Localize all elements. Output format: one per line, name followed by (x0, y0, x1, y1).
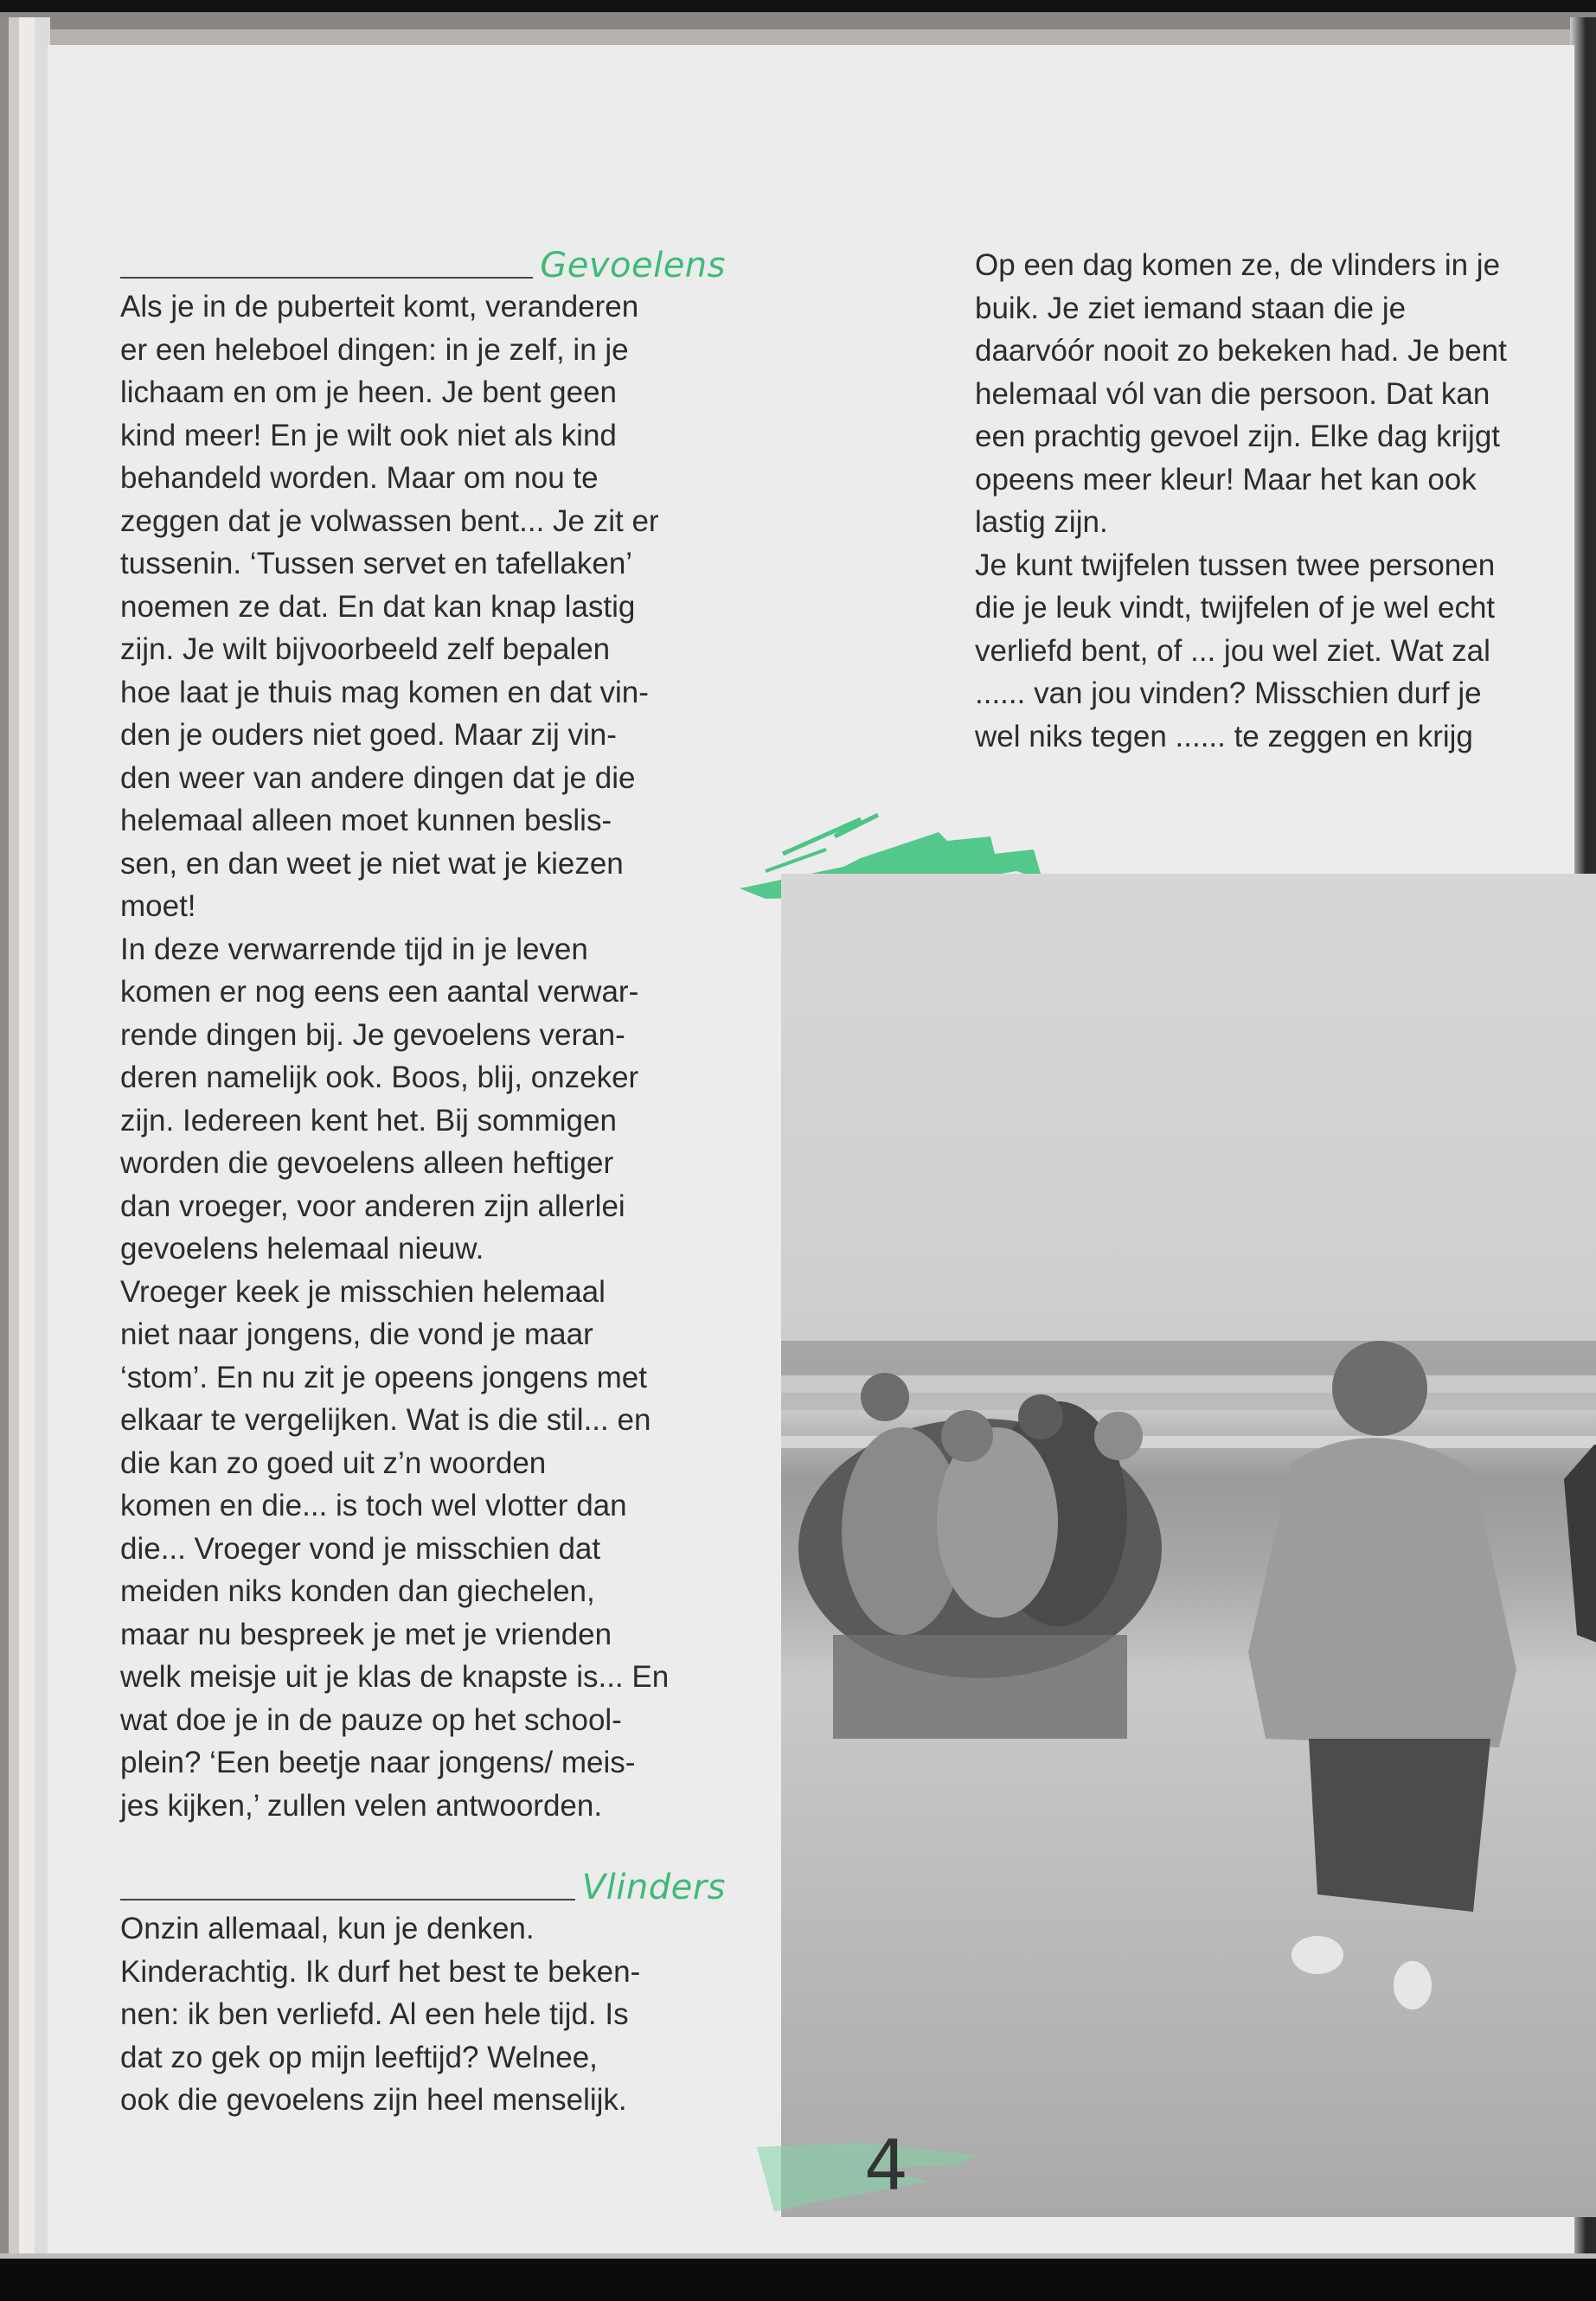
text-line: worden die gevoelens alleen heftiger (120, 1146, 614, 1180)
section-heading-vlinders (120, 1866, 726, 1907)
text-line: helemaal alleen moet kunnen beslis- (120, 804, 612, 837)
text-line: den je ouders niet goed. Maar zij vin- (120, 718, 617, 752)
text-line: noemen ze dat. En dat kan knap lastig (120, 589, 636, 624)
text-line: plein? ‘Een beetje naar jongens/ meis- (120, 1746, 636, 1779)
text-line: Op een dag komen ze, de vlinders in je (975, 248, 1501, 282)
heading-rule (120, 1899, 575, 1900)
heading-text: Vlinders (581, 1868, 726, 1907)
text-line: sen, en dan weet je niet wat je kiezen (120, 846, 624, 881)
text-line: die kan zo goed uit z’n woorden (120, 1445, 547, 1480)
heading-text: Gevoelens (540, 246, 726, 285)
text-line: zijn. Iedereen kent het. Bij sommigen (120, 1103, 617, 1138)
text-line: tussenin. ‘Tussen servet en tafellaken’ (120, 547, 633, 580)
gevoelens-paragraph (120, 285, 726, 1827)
left-column (120, 244, 726, 2122)
right-column (975, 244, 1596, 758)
text-line: ook die gevoelens zijn heel menselijk. (120, 2083, 627, 2117)
text-line: den weer van andere dingen dat je die (120, 760, 636, 795)
text-line: wat doe je in de pauze op het school- (120, 1702, 622, 1737)
text-line: komen en die... is toch wel vlotter dan (120, 1489, 627, 1522)
text-line: welk meisje uit je klas de knapste is... En (120, 1660, 670, 1694)
text-line: daarvóór nooit zo bekeken had. Je bent (975, 334, 1507, 368)
text-line: gevoelens helemaal nieuw. (120, 1232, 484, 1266)
text-line: zeggen dat je volwassen bent... Je zit er (120, 503, 659, 538)
text-line: Onzin allemaal, kun je denken. (120, 1912, 535, 1945)
page-number: 4 (864, 2125, 908, 2206)
text-line: komen er nog eens een aantal verwar- (120, 975, 639, 1009)
text-line: hoe laat je thuis mag komen en dat vin- (120, 675, 649, 709)
text-line: Kinderachtig. Ik durf het best te beken- (120, 1954, 641, 1989)
beach-photo-image (781, 874, 1596, 2217)
text-line: Je kunt twijfelen tussen twee personen (975, 548, 1496, 582)
text-line: opeens meer kleur! Maar het kan ook (975, 462, 1477, 497)
text-line: maar nu bespreek je met je vrienden (120, 1617, 612, 1651)
scan-bottom-edge (0, 2253, 1596, 2301)
text-line: die... Vroeger vond je misschien dat (120, 1531, 601, 1566)
text-line: niet naar jongens, die vond je maar (120, 1317, 593, 1351)
text-line: Als je in de puberteit komt, veranderen (120, 290, 639, 324)
text-line: zijn. Je wilt bijvoorbeeld zelf bepalen (120, 632, 611, 666)
text-line: helemaal vól van die persoon. Dat kan (975, 376, 1490, 411)
section-heading-gevoelens (120, 244, 726, 285)
text-line: een prachtig gevoel zijn. Elke dag krijgt (975, 420, 1501, 453)
text-line: ...... van jou vinden? Misschien durf je (975, 676, 1482, 710)
text-line: die je leuk vindt, twijfelen of je wel echt (975, 591, 1496, 625)
text-line: elkaar te vergelijken. Wat is die stil... en (120, 1403, 651, 1437)
text-line: jes kijken,’ zullen velen antwoorden. (120, 1788, 603, 1823)
text-line: moet! (120, 889, 196, 923)
right-column-paragraph (975, 244, 1596, 758)
text-line: rende dingen bij. Je gevoelens veran- (120, 1017, 625, 1052)
text-line: ‘stom’. En nu zit je opeens jongens met (120, 1360, 647, 1394)
text-line: wel niks tegen ...... te zeggen en krijg (975, 719, 1473, 753)
text-line: dat zo gek op mijn leeftijd? Welnee, (120, 2040, 598, 2074)
vlinders-paragraph (120, 1907, 726, 2122)
text-line: lastig zijn. (975, 505, 1108, 539)
text-line: er een heleboel dingen: in je zelf, in je (120, 332, 629, 367)
text-line: In deze verwarrende tijd in je leven (120, 932, 588, 966)
text-line: buik. Je ziet iemand staan die je (975, 291, 1407, 325)
text-line: kind meer! En je wilt ook niet als kind (120, 418, 617, 452)
beach-photo (781, 874, 1596, 2217)
scan-top-edge (0, 0, 1596, 48)
text-line: meiden niks konden dan giechelen, (120, 1574, 595, 1608)
text-line: behandeld worden. Maar om nou te (120, 461, 599, 495)
book-page (48, 45, 1574, 2253)
text-line: lichaam en om je heen. Je bent geen (120, 375, 617, 409)
text-line: dan vroeger, voor anderen zijn allerlei (120, 1189, 625, 1223)
text-line: nen: ik ben verliefd. Al een hele tijd. Is (120, 1997, 629, 2031)
text-line: Vroeger keek je misschien helemaal (120, 1274, 606, 1309)
text-line: deren namelijk ook. Boos, blij, onzeker (120, 1061, 639, 1094)
text-line: verliefd bent, of ... jou wel ziet. Wat zal (975, 633, 1490, 668)
heading-rule (120, 277, 533, 279)
book-spine-edge (0, 17, 50, 2284)
